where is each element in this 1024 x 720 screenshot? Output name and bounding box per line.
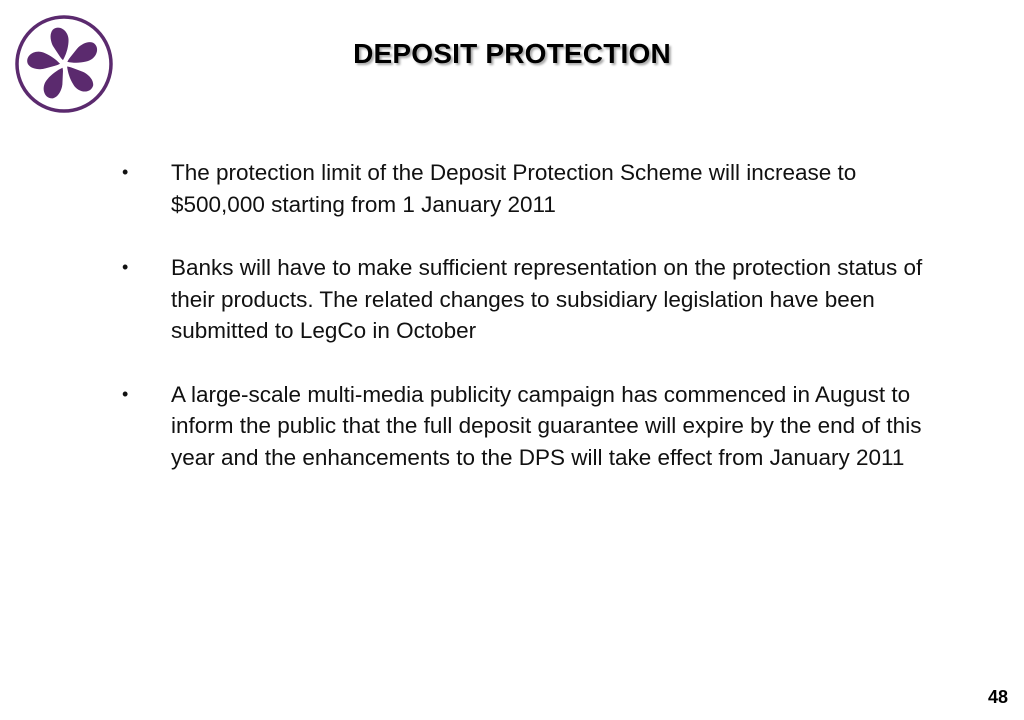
- bullet-marker: •: [122, 162, 129, 182]
- list-item: [122, 252, 952, 347]
- bullet-text: The protection limit of the Deposit Protection Scheme will increase to $500,000 starting from 1 January 2011: [171, 160, 857, 217]
- bullet-text: A large-scale multi-media publicity campaign has commenced in August to inform the public that the full deposit guarantee will expire by the end of this year and the enhancements to the DPS will take effect from January 2011: [171, 381, 922, 470]
- list-item: [122, 379, 952, 474]
- bullet-list: [122, 157, 952, 505]
- page-number: 48: [987, 687, 1008, 707]
- slide-title: DEPOSIT PROTECTION: [353, 38, 671, 69]
- bullet-marker: •: [122, 383, 129, 404]
- list-item: [122, 157, 952, 220]
- bullet-text: Banks will have to make sufficient representation on the protection status of their products. The related changes to subsidiary legislation have been submitted to LegCo in October: [171, 255, 923, 343]
- bullet-marker: •: [122, 257, 129, 277]
